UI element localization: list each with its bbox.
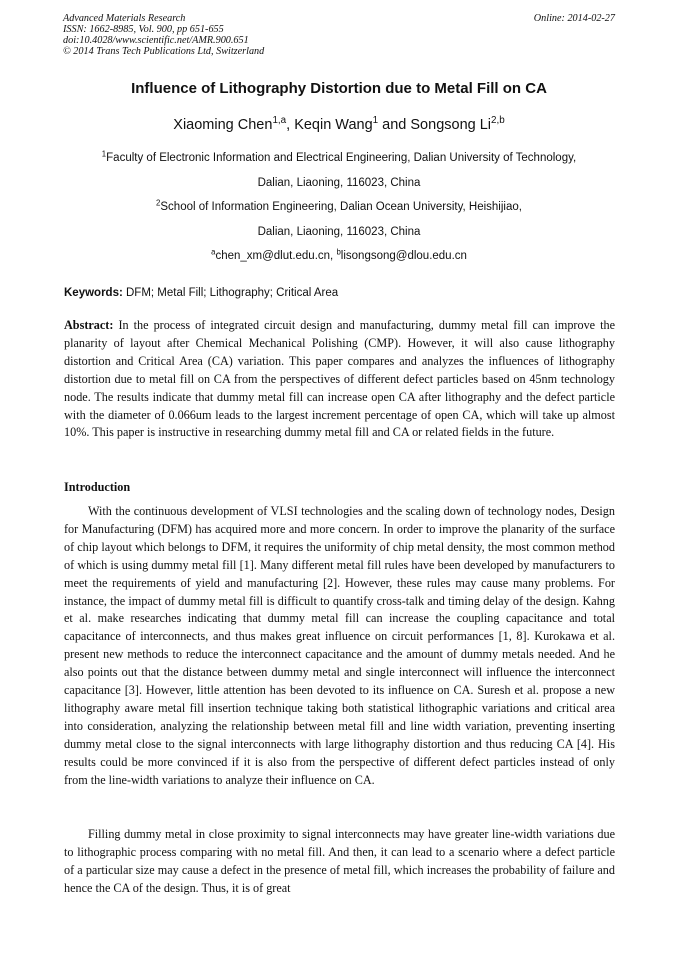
affiliation-1-line-1: $^1$Faculty of Electronic Information and Electrical Engineering, Dalian University of Technology, — [101, 149, 577, 164]
introduction-paragraph-2: Filling dummy metal in close proximity to signal interconnects may have greater line-width variations due to lithographic process comparing with no metal fill. And then, it can lead to a scenario where a defect particle of a particular size may cause a defect in the presence of metal fill, which increases the probability of failure and hence the CA of the design. Thus, it is of great — [64, 827, 615, 895]
affiliation-1-line-2: Dalian, Liaoning, 116023, China — [257, 177, 421, 189]
affiliation-2-line-1: $^2$School of Information Engineering, Dalian Ocean University, Heishijiao, — [156, 198, 522, 213]
keywords-label: Keywords: — [64, 287, 123, 299]
author-name: Keqin Wang — [294, 117, 373, 133]
copyright-line: © 2014 Trans Tech Publications Ltd, Switzerland — [63, 46, 265, 57]
paper-title: Influence of Lithography Distortion due to Metal Fill on CA — [131, 80, 547, 97]
affiliation-2-line-2: Dalian, Liaoning, 116023, China — [257, 226, 421, 238]
author-superscript: 2,b — [491, 115, 505, 127]
online-date: Online: 2014-02-27 — [533, 13, 615, 24]
email-marker: a — [211, 247, 216, 257]
abstract-label: Abstract: — [64, 318, 114, 332]
email-marker: b — [336, 247, 341, 257]
author-superscript: 1 — [372, 115, 379, 127]
abstract-text: In the process of integrated circuit design and manufacturing, dummy metal fill can improve the planarity of layout after Chemical Mechanical Polishing (CMP). However, it will also cause lithography distortion and Critical Area (CA) variation. This paper compares and analyzes the influences of lithography distortion due to metal fill on CA from the perspectives of different defect particles based on 45nm technology node. The results indicate that dummy metal fill can increase open CA after lithography and the defect particle with the diameter of 0.066um leads to the largest increment percentage of open CA, which will take up almost 10%. This paper is instructive in researching dummy metal fill and CA or related fields in the future. — [64, 318, 615, 440]
author-name: Xiaoming Chen — [173, 117, 273, 133]
journal-name: Advanced Materials Research — [63, 13, 186, 24]
email-address: lisongsong@dlou.edu.cn — [340, 250, 467, 262]
abstract — [64, 317, 615, 442]
author-separator: , — [286, 117, 295, 133]
email-line — [0, 247, 678, 262]
author-superscript: 1,a — [272, 115, 287, 127]
issn-line: ISSN: 1662-8985, Vol. 900, pp 651-655 — [63, 24, 224, 35]
author-conjunction: and — [378, 117, 411, 133]
affiliation-marker: 2 — [156, 198, 161, 208]
introduction-heading: Introduction — [64, 480, 131, 494]
affiliation-marker: 1 — [101, 149, 107, 159]
keywords-line — [64, 287, 616, 299]
introduction-paragraph-1: With the continuous development of VLSI technologies and the scaling down of technology nodes, Design for Manufacturing (DFM) has acquired more and more concern. In order to improve the planarity of the surface of chip layout which belongs to DFM, it requires the uniformity of chip metal density, the most common method of which is using dummy metal fill [1]. Many different metal fill rules have been developed by manufacturers to meet the requirements of yield and manufacturing [2]. However, these rules may cause many problems. For instance, the impact of dummy metal fill is difficult to quantify cross-talk and timing delay of the design. Kahng et al. make researches indicating that dummy metal fill can increase the coupling capacitance and total capacitance of interconnects, and thus makes great influence on circuit performances [1, 8]. Kurokawa et al. present new methods to reduce the interconnect capacitance and the amount of dummy metals needed. And he also points out that the distance between dummy metal and single interconnect will influence the interconnect capacitance [3]. However, little attention has been devoted to its influence on CA. Suresh et al. propose a new lithography aware metal fill insertion technique taking both statistical lithographic variations and critical area into consideration, analyzing the relationship between metal fill and line width variation, preventing inserting dummy metal close to the signal interconnects with large lithography distortion and thus reducing CA [4]. His results could be more convinced if it is also from the perspective of different defect particles instead of only from the line-width variations to analyze their influence on CA. — [64, 504, 615, 787]
author-list — [0, 117, 678, 133]
journal-header — [63, 13, 615, 57]
doi-line: doi:10.4028/www.scientific.net/AMR.900.651 — [63, 35, 249, 46]
author-name: Songsong Li — [410, 117, 492, 133]
email-address: chen_xm@dlut.edu.cn, — [215, 250, 337, 262]
keywords-text: DFM; Metal Fill; Lithography; Critical Area — [122, 287, 339, 299]
